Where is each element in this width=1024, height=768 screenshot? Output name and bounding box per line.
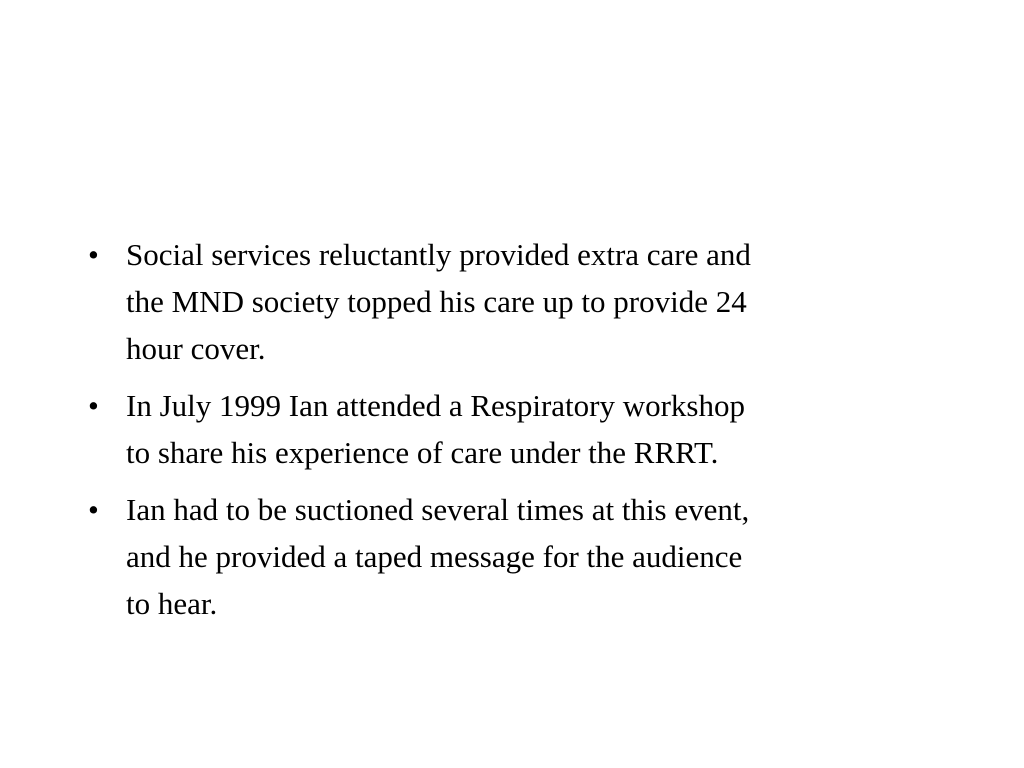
bullet-text-1	[126, 231, 948, 372]
bullet-text-line: to share his experience of care under the RRRT.	[126, 435, 719, 470]
bullet-marker-icon: •	[88, 388, 99, 423]
bullet-text-line: Social services reluctantly provided extra care and	[126, 237, 751, 272]
bullet-item-2	[88, 382, 948, 476]
bullet-text-line: Ian had to be suctioned several times at this event,	[126, 492, 750, 527]
bullet-text-line: the MND society topped his care up to provide 24	[126, 284, 747, 319]
bullet-text-line: and he provided a taped message for the audience	[126, 539, 743, 574]
bullet-text-line: In July 1999 Ian attended a Respiratory workshop	[126, 388, 746, 423]
bullet-text-line: to hear.	[126, 586, 218, 621]
bullet-marker-icon: •	[88, 492, 99, 527]
bullet-marker-icon: •	[88, 237, 99, 272]
bullet-list	[88, 231, 948, 637]
bullet-text-line: hour cover.	[126, 331, 266, 366]
bullet-text-2	[126, 382, 948, 476]
bullet-text-3	[126, 486, 948, 627]
bullet-item-3	[88, 486, 948, 627]
bullet-item-1	[88, 231, 948, 372]
